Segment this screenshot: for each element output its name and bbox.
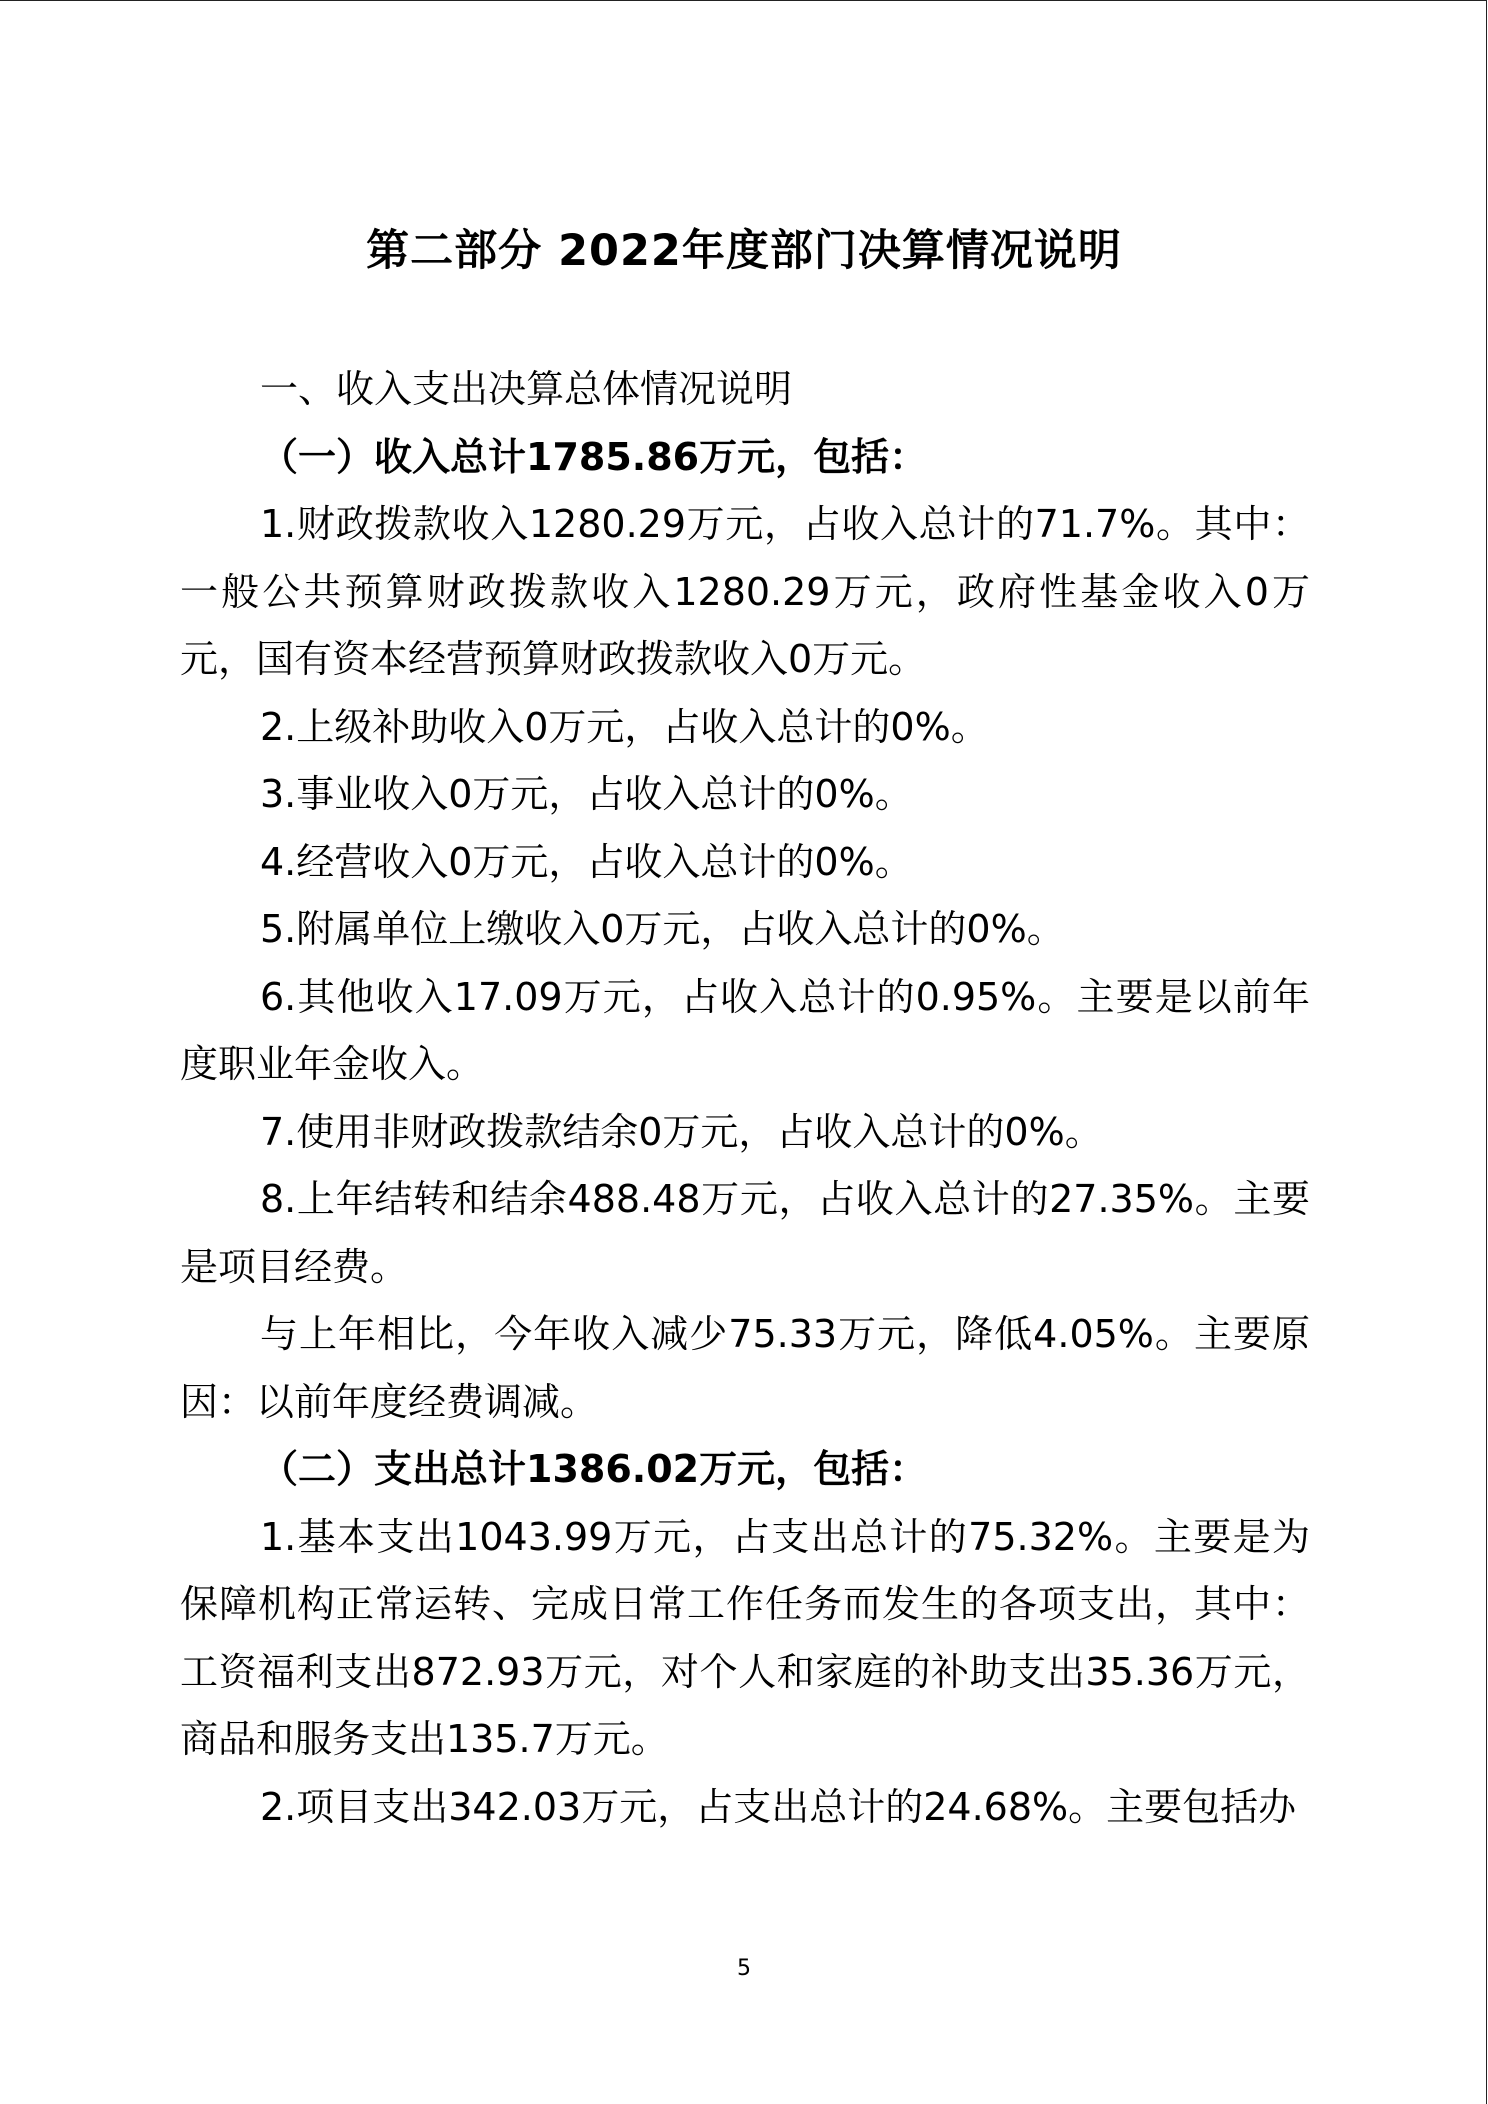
document-body [180, 356, 1310, 1841]
paragraph-income-item-8: 8.上年结转和结余488.48万元，占收入总计的27.35%。主要是项目经费。 [180, 1177, 1310, 1289]
subsection-heading-income: （一）收入总计1785.86万元，包括： [260, 434, 928, 479]
paragraph-income-item-2: 2.上级补助收入0万元，占收入总计的0%。 [260, 704, 989, 749]
page-number: 5 [737, 1956, 751, 1981]
paragraph-income-item-1: 1.财政拨款收入1280.29万元，占收入总计的71.7%。其中：一般公共预算财政拨款收入1280.29万元，政府性基金收入0万元，国有资本经营预算财政拨款收入0万元。 [180, 502, 1310, 681]
paragraph-income-comparison: 与上年相比，今年收入减少75.33万元，降低4.05%。主要原因：以前年度经费调减。 [180, 1312, 1310, 1424]
paragraph-income-item-3: 3.事业收入0万元，占收入总计的0%。 [260, 772, 913, 816]
paragraph-income-item-5: 5.附属单位上缴收入0万元，占收入总计的0%。 [260, 907, 1065, 951]
paragraph-expenditure-item-1: 1.基本支出1043.99万元，占支出总计的75.32%。主要是为保障机构正常运转、完成日常工作任务而发生的各项支出，其中：工资福利支出872.93万元，对个人和家庭的补助支出35.36万元，商品和服务支出135.7万元。 [180, 1514, 1310, 1761]
subsection-heading-expenditure: （二）支出总计1386.02万元，包括： [260, 1447, 928, 1491]
paragraph-income-item-4: 4.经营收入0万元，占收入总计的0%。 [260, 839, 913, 884]
document-title: 第二部分 2022年度部门决算情况说明 [366, 226, 1122, 276]
section-heading: 一、收入支出决算总体情况说明 [260, 367, 793, 411]
paragraph-expenditure-item-2: 2.项目支出342.03万元，占支出总计的24.68%。主要包括办 [260, 1784, 1297, 1829]
paragraph-income-item-7: 7.使用非财政拨款结余0万元，占收入总计的0%。 [260, 1109, 1103, 1154]
paragraph-income-item-6: 6.其他收入17.09万元，占收入总计的0.95%。主要是以前年度职业年金收入。 [180, 974, 1310, 1086]
